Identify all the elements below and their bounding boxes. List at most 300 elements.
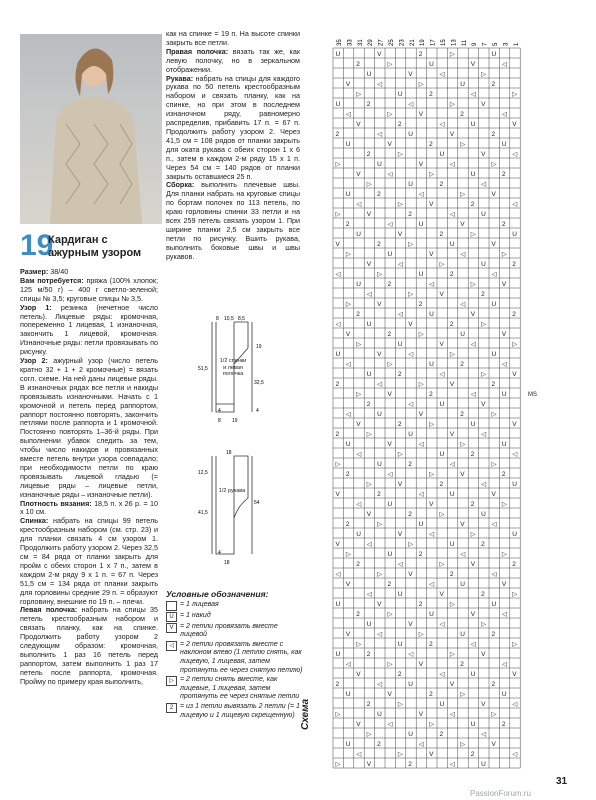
sleeve-dim-bottom-left: 4 (218, 550, 221, 556)
chart-stitch-symbol: U (387, 551, 393, 558)
chart-stitch-symbol: V (491, 741, 496, 748)
chart-column-number: 3 (503, 42, 510, 46)
chart-stitch-symbol: U (387, 501, 393, 508)
chart-stitch-symbol: V (356, 121, 361, 128)
increase-icon: 2 (166, 703, 177, 713)
chart-stitch-symbol: ▷ (501, 501, 507, 508)
chart-stitch-symbol: ◁ (481, 731, 487, 738)
chart-stitch-symbol: ◁ (439, 621, 445, 628)
chart-stitch-symbol: V (460, 521, 465, 528)
sleeves-value: набрать на спицы для каждого рукава по 50 петель крестообразным набором и связать планку, как на спинке, но при этом в последнем изнаночном ряду, равномерно распределив, прибавить 17 п. = 67 п. Продолжить работу узором 2. Через 41,5 см = 108 рядов от планки закрыть для оката рукава с обеих сторон 1 х 6 п., затем в каждом 2-м ряду 15 х 1 п. Через 54 см = 140 рядов от планки закрыть оставшиеся 25 п. (166, 73, 301, 181)
chart-stitch-symbol: ◁ (501, 61, 507, 68)
size-value: 38/40 (50, 267, 69, 276)
chart-stitch-symbol: 2 (345, 471, 350, 478)
chart-stitch-symbol: 2 (377, 241, 381, 248)
chart-stitch-symbol: U (335, 51, 341, 58)
ssk-icon: ◁ (166, 641, 177, 651)
chart-stitch-symbol: 2 (429, 641, 433, 648)
chart-stitch-symbol: 2 (512, 311, 516, 318)
chart-stitch-symbol: U (501, 391, 507, 398)
chart-stitch-symbol: U (397, 91, 403, 98)
chart-stitch-symbol: 2 (470, 501, 475, 508)
chart-stitch-symbol: 2 (460, 411, 464, 418)
chart-stitch-symbol: 2 (418, 551, 423, 558)
chart-stitch-symbol: 2 (460, 361, 464, 368)
assembly-value: выполнить плечевые швы. Для планки набрать на круговые спицы по бортам полочек по 113 петель, по краю горловины спинки 33 петли и на всех 259 петель связать узором 1. При ширине планки 2,5 см закрыть все петли по рисунку. Вшить рукава, выполнить боковые швы и швы рукавов. (166, 180, 300, 261)
chart-stitch-symbol: U (429, 611, 434, 618)
chart-stitch-symbol: ◁ (387, 171, 393, 178)
chart-stitch-symbol: U (439, 151, 445, 158)
chart-stitch-symbol: 2 (429, 91, 433, 98)
legend-item (166, 623, 306, 640)
chart-stitch-symbol: U (345, 141, 351, 148)
chart-stitch-symbol: 2 (429, 391, 433, 398)
legend-text: = 2 петли провязать вместе с наклоном влево (1 петлю снять, как лицевую, 1 лицевая, затем протянуть ее через снятую петлю) (180, 640, 303, 674)
chart-stitch-symbol: ◁ (470, 391, 476, 398)
chart-stitch-symbol: ◁ (449, 211, 455, 218)
chart-stitch-symbol: ◁ (491, 571, 497, 578)
chart-stitch-symbol: ◁ (418, 191, 424, 198)
chart-stitch-symbol: 2 (491, 131, 496, 138)
chart-stitch-symbol: ▷ (512, 91, 518, 98)
chart-stitch-symbol: 2 (449, 571, 454, 578)
chart-stitch-symbol: 2 (387, 331, 392, 338)
chart-stitch-symbol: V (449, 131, 455, 138)
chart-stitch-symbol: U (408, 431, 414, 438)
sleeve-dim-bottom: 18 (224, 560, 230, 566)
chart-stitch-symbol: V (356, 721, 361, 728)
chart-stitch-symbol: ◁ (397, 311, 403, 318)
chart-stitch-symbol: 2 (335, 431, 340, 438)
chart-column-number: 31 (357, 39, 364, 46)
chart-stitch-symbol: V (345, 631, 351, 638)
chart-stitch-symbol: U (449, 491, 455, 498)
chart-stitch-symbol: V (439, 591, 444, 598)
chart-stitch-symbol: 2 (481, 591, 485, 598)
chart-stitch-symbol: ◁ (429, 531, 435, 538)
chart-stitch-symbol: ◁ (439, 121, 445, 128)
chart-column-number: 27 (378, 39, 385, 46)
body-dim-left-height: 51,5 (198, 366, 208, 372)
chart-stitch-symbol: ◁ (460, 301, 466, 308)
chart-stitch-symbol: U (460, 331, 466, 338)
chart-stitch-symbol: V (387, 691, 392, 698)
chart-stitch-symbol: ▷ (449, 101, 455, 108)
chart-stitch-symbol: ▷ (356, 641, 362, 648)
chart-stitch-symbol: ▷ (366, 181, 372, 188)
chart-stitch-symbol: V (366, 211, 372, 218)
chart-stitch-symbol: ◁ (387, 471, 393, 478)
chart-stitch-symbol: ◁ (366, 541, 372, 548)
chart-stitch-symbol: ◁ (470, 341, 476, 348)
chart-stitch-symbol: V (491, 191, 496, 198)
chart-stitch-symbol: ▷ (366, 731, 372, 738)
chart-stitch-symbol: 2 (470, 751, 475, 758)
chart-stitch-symbol: ▷ (460, 141, 466, 148)
chart-stitch-symbol: V (481, 651, 486, 658)
chart-stitch-symbol: ◁ (387, 721, 393, 728)
chart-stitch-symbol: ◁ (356, 501, 362, 508)
chart-stitch-symbol: ◁ (377, 81, 383, 88)
k2tog-icon: V (166, 623, 177, 633)
chart-stitch-symbol: ▷ (345, 251, 351, 258)
chart-stitch-symbol: U (491, 601, 497, 608)
chart-stitch-symbol: ▷ (397, 751, 403, 758)
chart-column-number: 9 (472, 42, 479, 46)
chart-stitch-symbol: 2 (449, 321, 454, 328)
chart-stitch-symbol: V (335, 541, 340, 548)
legend-item (166, 703, 306, 720)
chart-stitch-symbol: V (501, 581, 507, 588)
chart-stitch-symbol: ◁ (408, 651, 414, 658)
body-dim-top-3: 8,5 (238, 316, 245, 322)
chart-stitch-symbol: 2 (439, 231, 444, 238)
legend-item (166, 641, 306, 675)
chart-stitch-symbol: U (481, 211, 486, 218)
chart-stitch-symbol: ▷ (460, 691, 466, 698)
chart-stitch-symbol: U (429, 61, 434, 68)
chart-stitch-symbol: V (439, 291, 444, 298)
chart-stitch-symbol: U (377, 461, 382, 468)
chart-stitch-symbol: 2 (491, 681, 496, 688)
chart-stitch-symbol: 2 (512, 261, 516, 268)
chart-stitch-symbol: ▷ (335, 711, 341, 718)
legend-text: = 2 петли снять вместе, как лицевые, 1 лицевая, затем протянуть ее через снятые петли (180, 676, 300, 701)
chart-stitch-symbol: ◁ (439, 371, 445, 378)
chart-stitch-symbol: 2 (397, 371, 402, 378)
chart-stitch-symbol: ▷ (449, 601, 455, 608)
chart-stitch-symbol: U (366, 321, 372, 328)
chart-stitch-symbol: V (512, 671, 517, 678)
chart-stitch-symbol: ◁ (377, 131, 383, 138)
chart-stitch-symbol: V (377, 351, 382, 358)
chart-stitch-symbol: ◁ (501, 661, 507, 668)
chart-column-number: 25 (389, 39, 395, 46)
chart-stitch-symbol: 2 (491, 81, 496, 88)
chart-stitch-symbol: ▷ (377, 521, 383, 528)
chart-stitch-symbol: ◁ (470, 641, 476, 648)
chart-stitch-symbol: V (418, 411, 424, 418)
chart-stitch-symbol: ◁ (512, 701, 518, 708)
chart-stitch-symbol: 2 (449, 271, 454, 278)
chart-stitch-symbol: ◁ (512, 451, 518, 458)
pattern2-value: ажурный узор (число петель кратно 32 + 1 + 2 кромочные) = вязать согл. схеме. На ней даны лицевые ряды. В изнаночных рядах все петли и накиды провязывать изнаночными. Начать с 1 кромочной и петель перед раппортом, раппорт постоянно повторять, закончить петлями после раппорта и 1 кромочной. Постоянно повторять 1–36-й ряды. При выполнении убавок следить за тем, чтобы число накидов и провязанных вместе петель внутри узора совпадало; при необходимости петли по краю провязывать лицевой гладью (= лицевые ряды – лицевые петли, изнаночные ряды – изнаночные петли). (20, 356, 158, 499)
chart-stitch-symbol: ◁ (460, 251, 466, 258)
chart-stitch-symbol: ▷ (460, 741, 466, 748)
chart-stitch-symbol: U (449, 241, 455, 248)
left-front-label: Левая полочка: (20, 605, 78, 615)
chart-stitch-symbol: V (345, 581, 351, 588)
chart-stitch-symbol: 2 (491, 381, 496, 388)
chart-stitch-symbol: 2 (501, 171, 506, 178)
chart-stitch-symbol: ◁ (491, 521, 497, 528)
left-front-value: набрать на спицы 35 петель крестообразным набором и связать планку, как на спинке. Продолжить работу узором 2 следующим образом: кромочная, выполнить 1 раз 16 петель перед раппортом, затем выполнить 1 раз 17 петель после раппорта, кромочная. Пройму по примеру края выполнить, (20, 605, 158, 686)
chart-stitch-symbol: ▷ (512, 341, 518, 348)
chart-stitch-symbol: ▷ (397, 151, 403, 158)
chart-stitch-symbol: 2 (460, 111, 464, 118)
chart-stitch-symbol: 2 (345, 521, 350, 528)
chart-stitch-symbol: U (491, 51, 497, 58)
chart-stitch-symbol: ◁ (345, 361, 351, 368)
chart-stitch-symbol: V (429, 501, 434, 508)
instructions-column-1 (20, 268, 158, 687)
chart-stitch-symbol: 2 (377, 191, 381, 198)
knitting-chart (331, 30, 521, 770)
chart-stitch-symbol: ◁ (429, 581, 435, 588)
chart-stitch-symbol: V (377, 601, 382, 608)
chart-stitch-symbol: V (335, 241, 340, 248)
chart-stitch-symbol: U (397, 591, 403, 598)
chart-stitch-symbol: U (470, 671, 476, 678)
chart-stitch-symbol: ◁ (481, 431, 487, 438)
chart-stitch-symbol: ▷ (387, 361, 393, 368)
chart-stitch-symbol: V (356, 671, 361, 678)
chart-stitch-symbol: ▷ (387, 111, 393, 118)
chart-stitch-symbol: 2 (429, 141, 433, 148)
chart-stitch-symbol: 2 (397, 121, 402, 128)
chart-stitch-symbol: ▷ (418, 381, 424, 388)
chart-stitch-symbol: U (512, 481, 518, 488)
pattern1-value: резинка (нечетное число петель). Лицевые ряды: кромочная, попеременно 1 лицевая, 1 изнаночная, закончить 1 лицевой, кромочная. Изнаночные ряды: петли провязывать по рисунку. (20, 302, 159, 357)
chart-stitch-symbol: ◁ (345, 411, 351, 418)
body-dim-top-2: 10,5 (224, 316, 234, 322)
body-dim-bottom-left: 4 (218, 408, 221, 414)
chart-stitch-symbol: 2 (481, 541, 485, 548)
chart-stitch-symbol: ▷ (512, 641, 518, 648)
chart-stitch-symbol: ◁ (387, 221, 393, 228)
body-dim-right-height: 32,5 (254, 380, 264, 386)
chart-stitch-symbol: 2 (335, 131, 340, 138)
chart-stitch-symbol: ◁ (377, 681, 383, 688)
chart-stitch-symbol: ▷ (512, 591, 518, 598)
chart-stitch-symbol: ◁ (335, 321, 341, 328)
chart-stitch-symbol: ▷ (377, 571, 383, 578)
chart-column-number: 7 (482, 42, 489, 46)
chart-stitch-symbol: U (501, 441, 507, 448)
chart-stitch-symbol: U (439, 451, 445, 458)
chart-stitch-symbol: V (408, 321, 413, 328)
chart-stitch-symbol: V (460, 471, 465, 478)
yarn-over-icon: U (166, 612, 177, 622)
assembly-label: Сборка: (166, 180, 195, 190)
chart-stitch-symbol: 2 (418, 51, 423, 58)
chart-stitch-symbol: ▷ (356, 341, 362, 348)
chart-stitch-symbol: V (408, 71, 413, 78)
chart-stitch-symbol: ◁ (408, 101, 414, 108)
garment-schematic (190, 308, 310, 588)
chart-stitch-symbol: ◁ (449, 711, 455, 718)
body-dim-bottom-1: 8 (218, 418, 221, 424)
density-label: Плотность вязания: (20, 498, 92, 508)
chart-stitch-symbol: ▷ (345, 301, 351, 308)
chart-stitch-symbol: U (418, 521, 424, 528)
chart-stitch-symbol: ◁ (335, 571, 341, 578)
chart-stitch-symbol: ▷ (418, 631, 424, 638)
chart-stitch-symbol: ◁ (449, 761, 455, 768)
article-number: 19 (20, 229, 54, 262)
chart-stitch-symbol: U (335, 651, 341, 658)
chart-stitch-symbol: U (366, 621, 372, 628)
chart-stitch-symbol: ◁ (418, 741, 424, 748)
chart-stitch-symbol: V (366, 511, 372, 518)
chart-stitch-symbol: V (501, 331, 507, 338)
chart-stitch-symbol: ◁ (501, 361, 507, 368)
chart-column-number: 13 (451, 39, 458, 46)
chart-stitch-symbol: U (491, 351, 497, 358)
knit-symbol-icon (166, 601, 177, 611)
chart-stitch-symbol: U (460, 581, 466, 588)
chart-stitch-symbol: ▷ (470, 531, 476, 538)
chart-stitch-symbol: V (345, 331, 351, 338)
chart-stitch-symbol: ▷ (387, 661, 393, 668)
chart-stitch-symbol: ▷ (501, 551, 507, 558)
chart-stitch-symbol: ▷ (460, 191, 466, 198)
chart-stitch-symbol: ▷ (491, 461, 497, 468)
back-label: Спинка: (20, 516, 49, 526)
chart-stitch-symbol: 2 (335, 681, 340, 688)
chart-stitch-symbol: U (345, 441, 351, 448)
chart-stitch-symbol: ▷ (481, 371, 487, 378)
chart-stitch-symbol: U (377, 161, 382, 168)
chart-stitch-symbol: 2 (397, 421, 402, 428)
legend-heading: Условные обозначения: (166, 589, 269, 599)
chart-stitch-symbol: ▷ (439, 261, 445, 268)
chart-label: Схема (300, 698, 311, 730)
chart-stitch-symbol: ◁ (481, 481, 487, 488)
chart-stitch-symbol: ▷ (397, 201, 403, 208)
chart-stitch-symbol: 2 (335, 381, 340, 388)
page-number: 31 (556, 776, 568, 787)
chart-stitch-symbol: U (418, 271, 424, 278)
chart-stitch-symbol: 2 (387, 581, 392, 588)
chart-stitch-symbol: U (429, 311, 434, 318)
chart-stitch-symbol: ◁ (345, 111, 351, 118)
chart-stitch-symbol: V (512, 421, 517, 428)
chart-stitch-symbol: ▷ (429, 171, 435, 178)
chart-stitch-symbol: U (366, 371, 372, 378)
chart-stitch-symbol: U (481, 261, 486, 268)
chart-stitch-symbol: 2 (501, 721, 506, 728)
chart-stitch-symbol: U (356, 231, 362, 238)
chart-stitch-symbol: ▷ (501, 251, 507, 258)
chart-stitch-symbol: ◁ (449, 461, 455, 468)
sleeves-label: Рукава: (166, 73, 194, 83)
chart-stitch-symbol: 2 (387, 281, 392, 288)
pattern1-label: Узор 1: (20, 302, 52, 312)
chart-column-number: 21 (409, 39, 416, 46)
chart-stitch-symbol: 2 (345, 221, 350, 228)
chart-stitch-symbol: ▷ (429, 421, 435, 428)
chart-stitch-symbol: 2 (470, 201, 475, 208)
chart-stitch-symbol: V (429, 201, 434, 208)
article-heading: Кардиган с ажурным узором (48, 234, 142, 259)
chart-stitch-symbol: ▷ (397, 451, 403, 458)
article-title (20, 230, 160, 266)
chart-stitch-symbol: U (501, 141, 507, 148)
chart-stitch-symbol: V (397, 531, 403, 538)
chart-stitch-symbol: ◁ (408, 401, 414, 408)
chart-stitch-symbol: V (481, 101, 486, 108)
chart-stitch-symbol: V (377, 51, 382, 58)
chart-stitch-symbol: 2 (408, 511, 412, 518)
chart-stitch-symbol: U (512, 231, 518, 238)
chart-stitch-symbol: ▷ (460, 441, 466, 448)
chart-stitch-symbol: U (408, 131, 414, 138)
body-dim-bottom-2: 19 (232, 418, 238, 424)
chart-stitch-symbol: V (366, 261, 372, 268)
chart-stitch-symbol: 2 (418, 601, 423, 608)
chart-stitch-symbol: V (491, 241, 496, 248)
chart-stitch-symbol: U (387, 251, 393, 258)
sleeve-dim-right: 54 (254, 500, 260, 506)
chart-stitch-symbol: ◁ (460, 551, 466, 558)
chart-stitch-symbol: ▷ (356, 391, 362, 398)
chart-stitch-symbol: V (449, 431, 455, 438)
chart-stitch-symbol: V (429, 751, 434, 758)
watermark: PassionForum.ru (470, 789, 531, 798)
chart-stitch-symbol: V (418, 711, 424, 718)
materials-value: пряжа (100% хлопок; 125 м/50 г) – 400 г светло-зеленой; спицы № 3,5; круговые спицы № 3,5. (20, 275, 159, 303)
chart-stitch-symbol: ▷ (408, 541, 414, 548)
chart-stitch-symbol: ▷ (439, 511, 445, 518)
chart-stitch-symbol: U (439, 401, 445, 408)
legend-item (166, 601, 306, 611)
sleeve-label: 1/2 рукава (218, 488, 246, 494)
back-value: набрать на спицы 99 петель крестообразным набором (см. стр. 23) и для планки связать 4 см узором 1. Продолжить работу узором 2. Через 32,5 см = 84 ряда от планки закрыть для пройм с обеих сторон 1 х 7 п., затем в каждом 2-м ряду 9 х 1 п. = 67 п. Через 51,5 см = 134 ряда от планки закрыть для горловины средние 29 п. = образуют горловину, внешние по 19 п. – плечи. (20, 516, 159, 606)
legend-text: = 2 петли провязать вместе лицевой (180, 622, 278, 639)
chart-stitch-symbol: ◁ (512, 201, 518, 208)
chart-stitch-symbol: 2 (501, 221, 506, 228)
chart-stitch-symbol: V (335, 491, 340, 498)
chart-stitch-symbol: V (512, 121, 517, 128)
right-front-value: вязать так же, как левую полочку, но в зеркальном отображении. (166, 46, 300, 74)
chart-stitch-symbol: 2 (408, 761, 412, 768)
chart-column-number: 17 (430, 39, 437, 46)
chart-stitch-symbol: V (449, 681, 455, 688)
chart-stitch-symbol: ◁ (512, 151, 518, 158)
chart-stitch-symbol: 2 (439, 731, 444, 738)
chart-stitch-symbol: U (345, 191, 351, 198)
chart-stitch-symbol: ◁ (377, 631, 383, 638)
chart-stitch-symbol: V (418, 161, 424, 168)
chart-stitch-symbol: V (501, 281, 507, 288)
chart-stitch-symbol: U (470, 171, 476, 178)
legend-item (166, 676, 306, 702)
chart-stitch-symbol: ◁ (449, 161, 455, 168)
chart-stitch-symbol: U (408, 181, 414, 188)
chart-stitch-symbol: ◁ (397, 561, 403, 568)
chart-stitch-symbol: V (470, 611, 476, 618)
chart-stitch-symbol: U (356, 531, 362, 538)
chart-stitch-symbol: 2 (512, 561, 516, 568)
chart-stitch-symbol: V (397, 231, 403, 238)
chart-stitch-symbol: ▷ (335, 211, 341, 218)
body-dim-right-top: 19 (256, 344, 262, 350)
chart-stitch-symbol: ◁ (397, 261, 403, 268)
legend-text: = 1 лицевая (180, 600, 219, 608)
chart-stitch-symbol: 2 (356, 61, 360, 68)
chart-stitch-symbol: U (335, 351, 341, 358)
chart-stitch-symbol: ◁ (439, 71, 445, 78)
chart-stitch-symbol: 2 (408, 211, 412, 218)
chart-stitch-symbol: 2 (481, 291, 485, 298)
chart-stitch-symbol: 2 (377, 741, 381, 748)
chart-stitch-symbol: U (501, 691, 507, 698)
chart-stitch-symbol: ◁ (418, 491, 424, 498)
chart-stitch-symbol: 2 (418, 301, 423, 308)
chart-column-number: 15 (441, 39, 447, 46)
chart-stitch-symbol: 2 (366, 151, 371, 158)
